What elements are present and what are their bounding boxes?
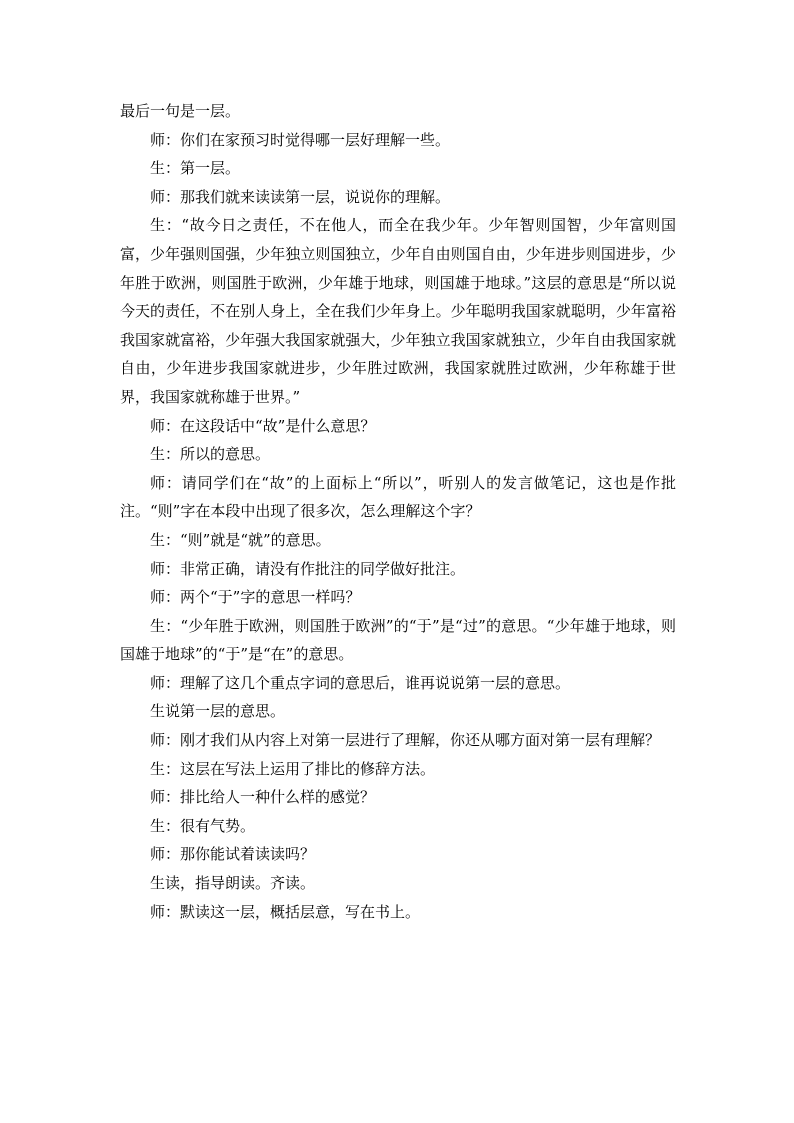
paragraph: 师：请同学们在“故”的上面标上“所以”，听别人的发言做笔记，这也是作批注。“则”字在本段中出现了很多次，怎么理解这个字？	[120, 473, 676, 521]
paragraph: 师：在这段话中“故”是什么意思？	[150, 416, 376, 435]
paragraph: 生：“故今日之责任，不在他人，而全在我少年。少年智则国智，少年富则国富，少年强则国强，少年独立则国独立，少年自由则国自由，少年进步则国进步，少年胜于欧洲，则国胜于欧洲，少年雄于地球，则国雄于地球。”这层的意思是“所以说今天的责任，不在别人身上，全在我们少年身上。少年聪明我国家就聪明，少年富裕我国家就富裕，少年强大我国家就强大，少年独立我国家就独立，少年自由我国家就自由，少年进步我国家就进步，少年胜过欧洲，我国家就胜过欧洲，少年称雄于世界，我国家就称雄于世界。”	[120, 216, 676, 406]
paragraph: 生读，指导朗读。齐读。	[150, 874, 316, 893]
paragraph: 生：第一层。	[150, 159, 241, 178]
paragraph: 师：排比给人一种什么样的感觉？	[150, 788, 376, 807]
paragraph: 师：那我们就来读读第一层，说说你的理解。	[150, 187, 451, 206]
paragraph: 生：“少年胜于欧洲，则国胜于欧洲”的“于”是“过”的意思。“少年雄于地球，则国雄于地球”的“于”是“在”的意思。	[120, 616, 676, 664]
paragraph: 师：理解了这几个重点字词的意思后，谁再说说第一层的意思。	[150, 673, 571, 692]
paragraph: 师：两个“于”字的意思一样吗？	[150, 588, 361, 607]
paragraph: 最后一句是一层。	[120, 102, 241, 120]
paragraph: 师：非常正确，请没有作批注的同学做好批注。	[150, 559, 466, 578]
paragraph: 生：很有气势。	[150, 816, 256, 835]
paragraph: 师：刚才我们从内容上对第一层进行了理解，你还从哪方面对第一层有理解？	[150, 731, 661, 750]
paragraph: 师：你们在家预习时觉得哪一层好理解一些。	[150, 130, 451, 149]
paragraph: 生说第一层的意思。	[150, 702, 286, 721]
document-body	[120, 97, 676, 926]
paragraph: 生：“则”就是“就”的意思。	[150, 530, 331, 549]
paragraph: 生：所以的意思。	[150, 445, 271, 464]
paragraph: 师：默读这一层，概括层意，写在书上。	[150, 902, 421, 921]
paragraph: 师：那你能试着读读吗？	[150, 845, 316, 864]
paragraph: 生：这层在写法上运用了排比的修辞方法。	[150, 759, 436, 778]
